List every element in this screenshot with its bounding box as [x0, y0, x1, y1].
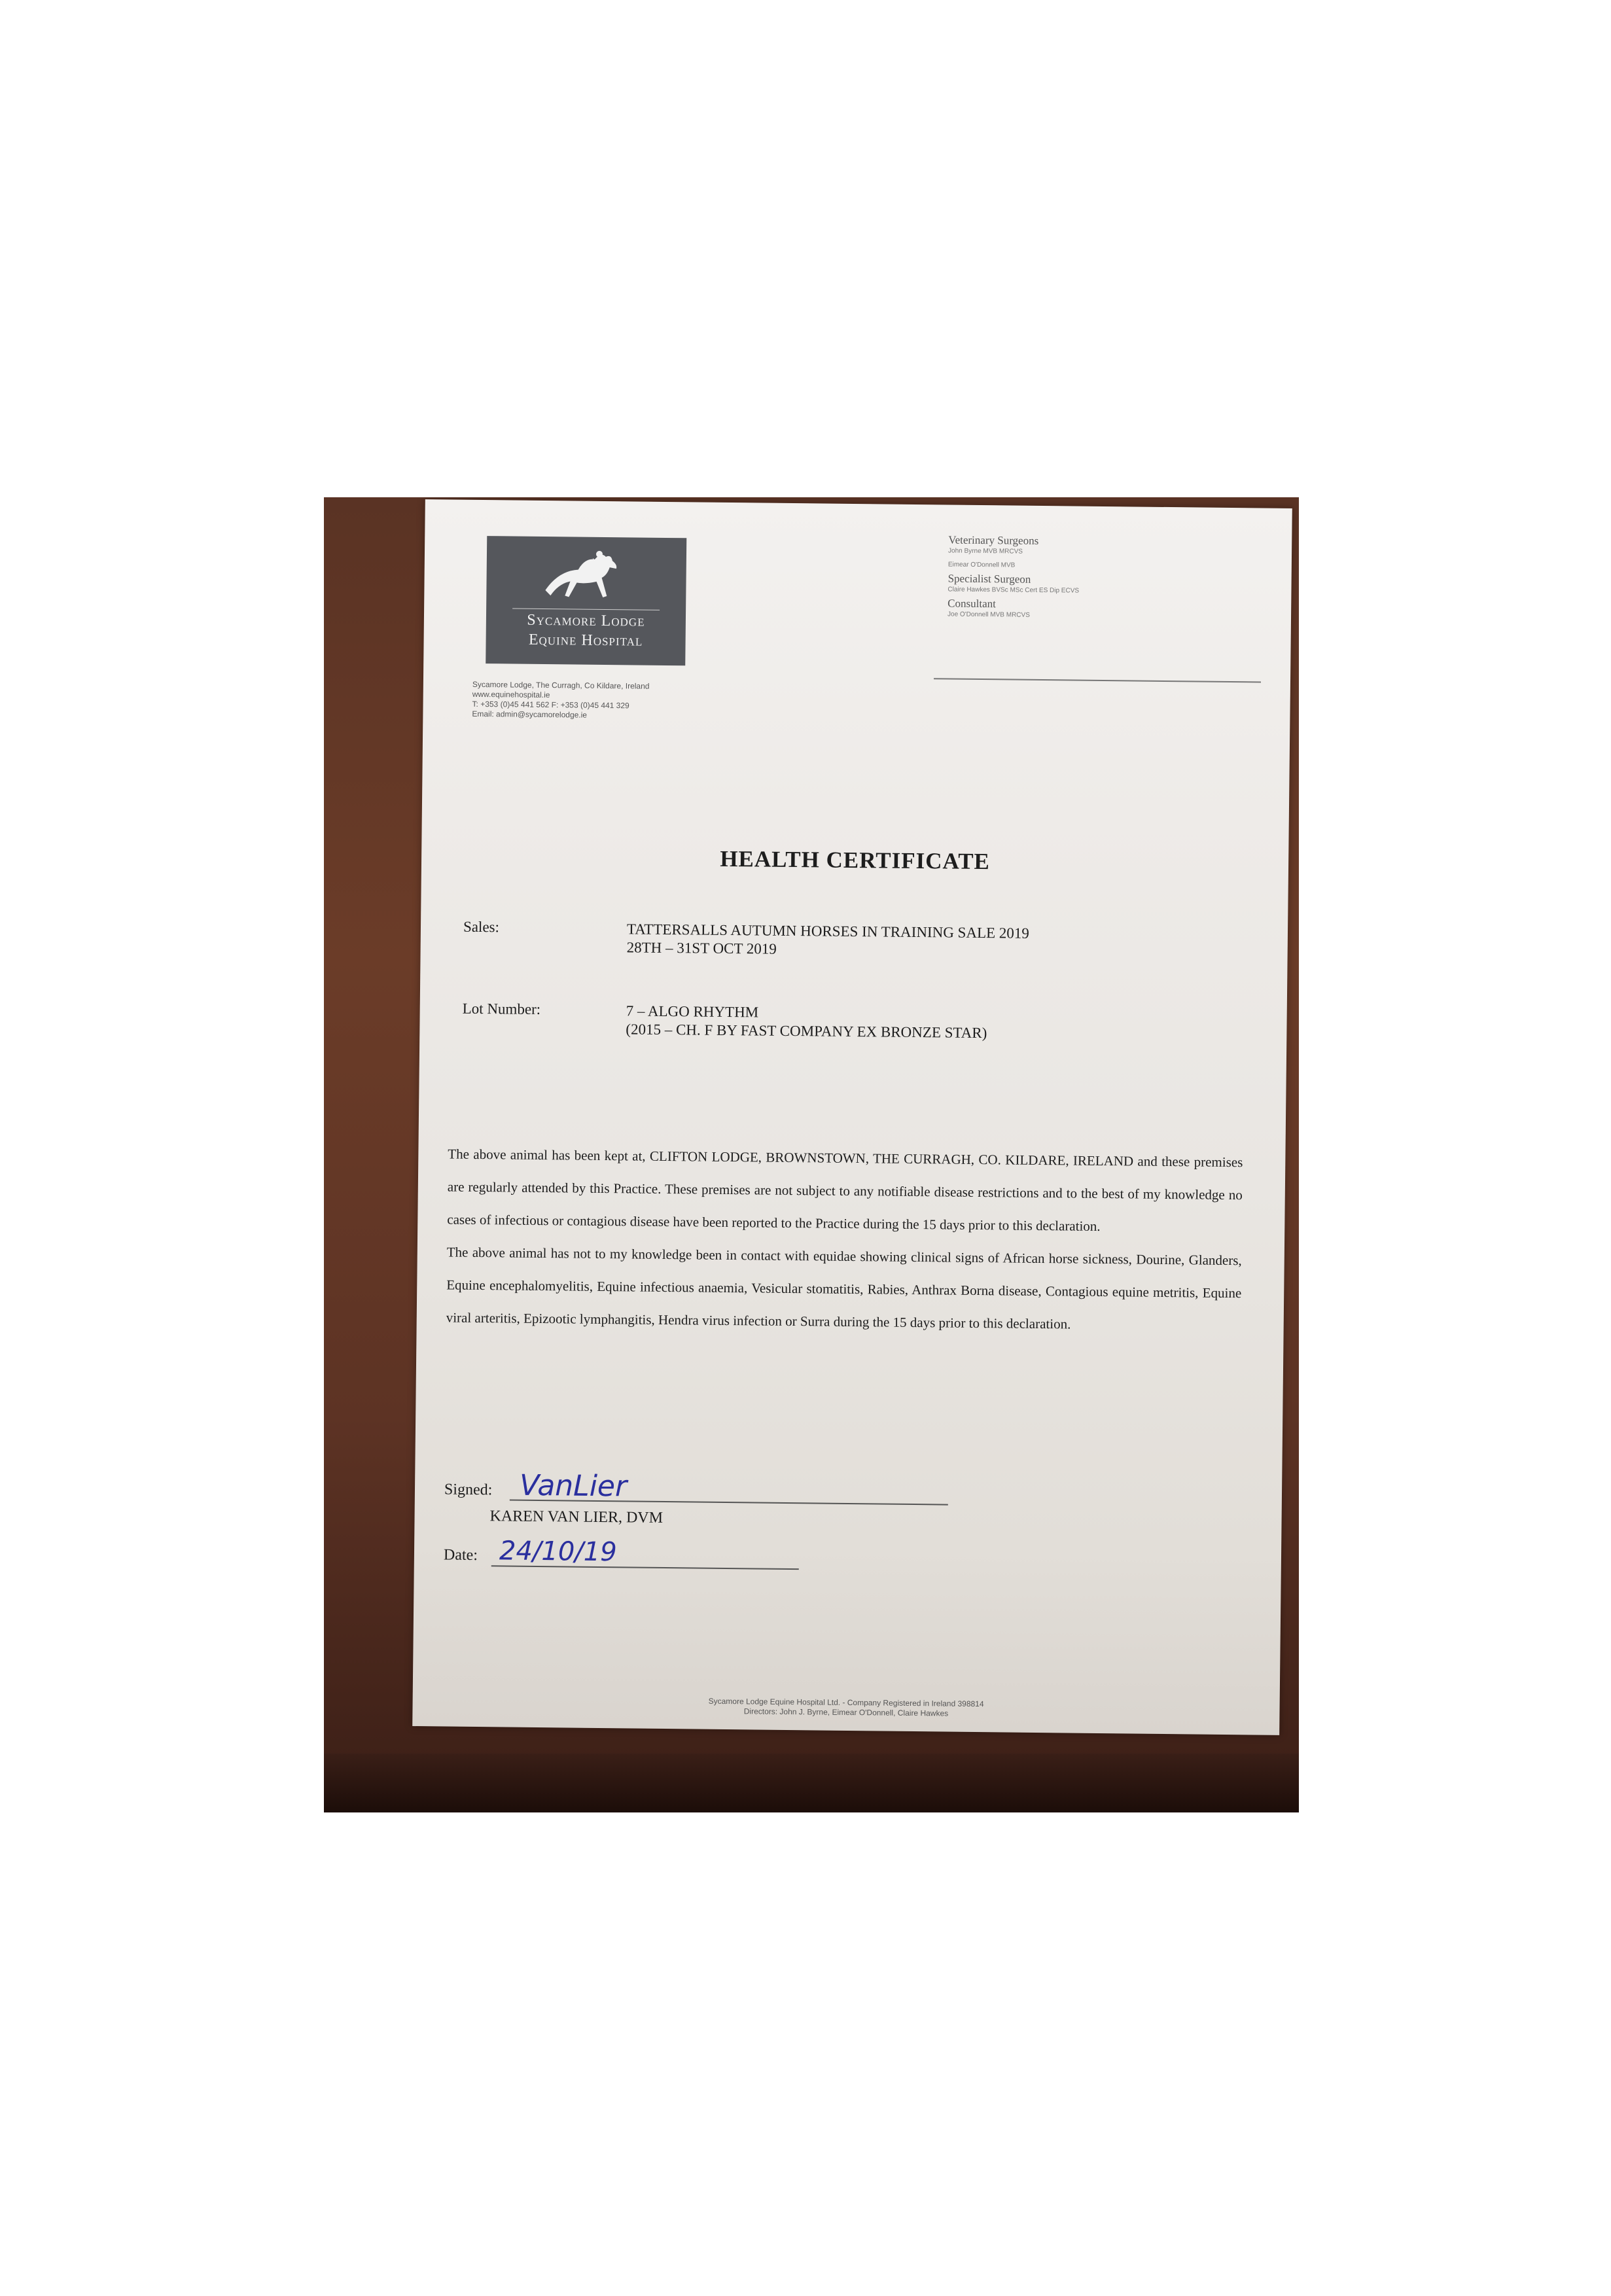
handwritten-signature: VanLier	[519, 1468, 628, 1504]
date-label: Date:	[443, 1546, 478, 1564]
sales-value: TATTERSALLS AUTUMN HORSES IN TRAINING SALE 2019 28TH – 31ST OCT 2019	[626, 921, 1030, 957]
lot-number-label: Lot Number:	[462, 1000, 541, 1018]
signatory-name: KAREN VAN LIER, DVM	[489, 1508, 664, 1527]
document-photo	[324, 497, 1299, 1812]
horse-rider-icon	[539, 544, 634, 605]
hospital-address: Sycamore Lodge, The Curragh, Co Kildare, Ireland www.equinehospital.ie T: +353 (0)45 441 562 F: +353 (0)45 441 329 Email: admin@sycamorelodge.ie	[472, 679, 650, 720]
photo-bottom-edge	[324, 1754, 1299, 1812]
logo-line-1: Sycamore Lodge	[527, 611, 645, 630]
sales-label: Sales:	[463, 918, 500, 936]
declaration-text: The above animal has been kept at, CLIFTON LODGE, BROWNSTOWN, THE CURRAGH, CO. KILDARE, IRELAND and these premises are regularly attended by this Practice. These premises are not subject to any notifiable disease restrictions and to the best of my knowledge no cases of infectious or contagious disease have been reported to the Practice during the 15 days prior to this declaration. The above animal has not to my knowledge been in contact with equidae showing clinical signs of African horse sickness, Dourine, Glanders, Equine encephalomyelitis, Equine infectious anaemia, Vesicular stomatitis, Rabies, Anthrax Borna disease, Contagious equine metritis, Equine viral arteritis, Epizootic lymphangitis, Hendra virus infection or Surra during the 15 days prior to this declaration.	[446, 1146, 1243, 1332]
header-divider	[934, 678, 1261, 682]
staff-list: Veterinary Surgeons John Byrne MVB MRCVS Eimear O'Donnell MVB Specialist Surgeon Claire Hawkes BVSc MSc Cert ES Dip ECVS Consultant Joe O'Donnell MVB MRCVS	[947, 533, 1080, 619]
certificate-sheet	[412, 499, 1292, 1735]
certificate-footer: Sycamore Lodge Equine Hospital Ltd. - Company Registered in Ireland 398814 Directors: John J. Byrne, Eimear O'Donnell, Claire Hawkes	[708, 1696, 984, 1718]
handwritten-date: 24/10/19	[499, 1536, 617, 1568]
hospital-logo	[486, 536, 686, 665]
signed-label: Signed:	[444, 1481, 493, 1499]
lot-number-value: 7 – ALGO RHYTHM (2015 – CH. F BY FAST COMPANY EX BRONZE STAR)	[626, 1002, 987, 1042]
logo-line-2: Equine Hospital	[528, 631, 643, 650]
certificate-title: HEALTH CERTIFICATE	[720, 845, 991, 875]
